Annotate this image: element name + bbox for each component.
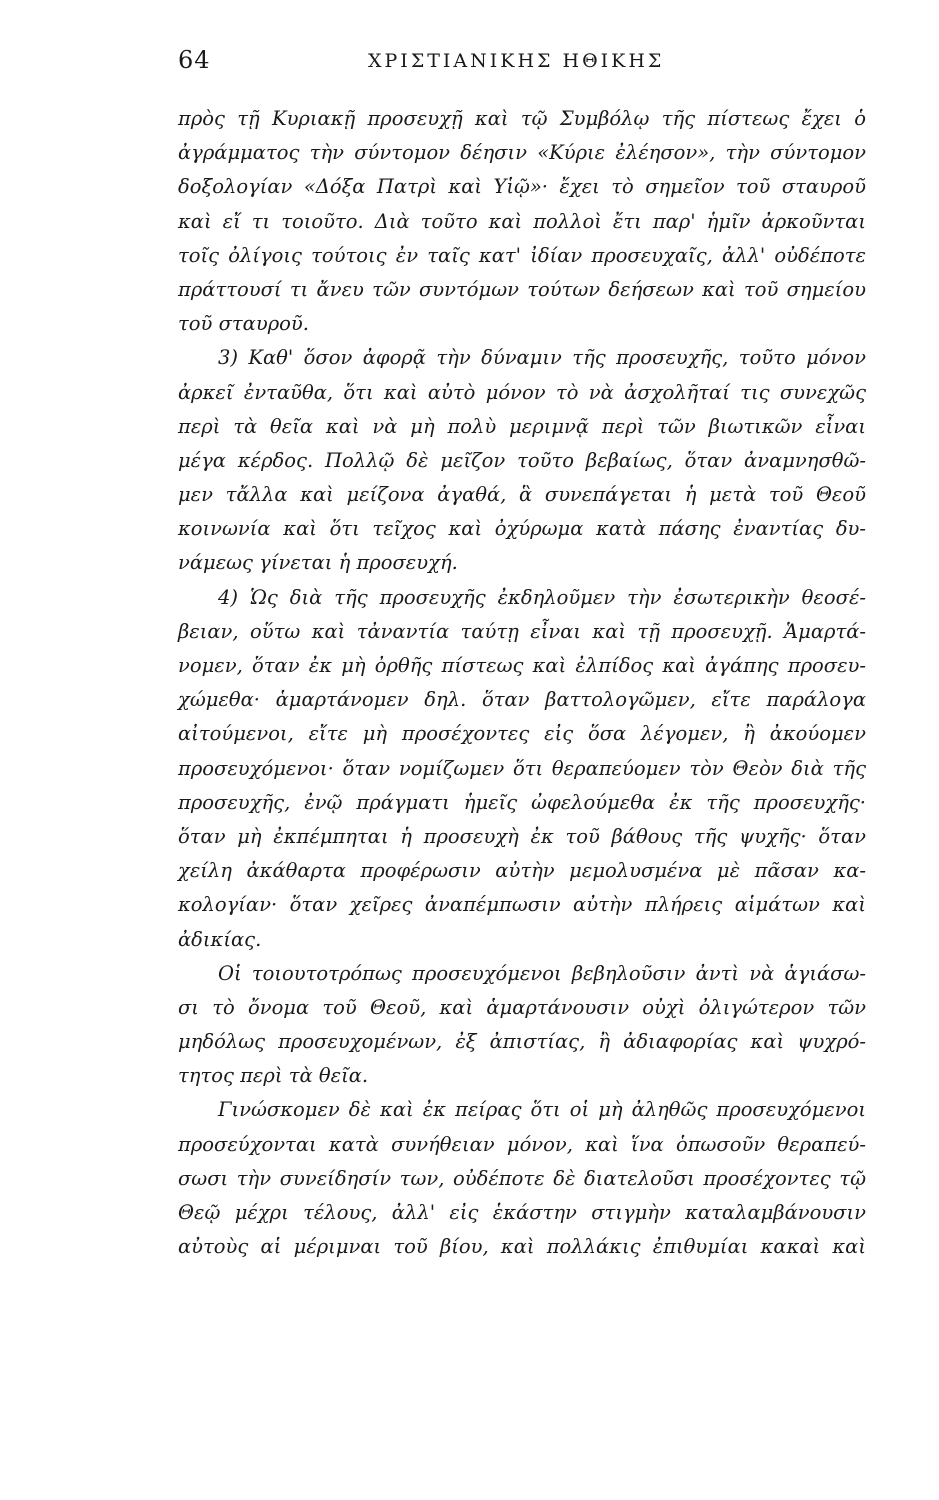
text-line: προσεύχονται κατὰ συνήθειαν μόνον, καὶ ἵνα ὁπωσοῦν θεραπεύ- (178, 1132, 866, 1156)
text-line: σωσι τὴν συνείδησίν των, οὐδέποτε δὲ διατελοῦσι προσέχοντες τῷ (178, 1166, 866, 1190)
text-line: Γινώσκομεν δὲ καὶ ἐκ πείρας ὅτι οἱ μὴ ἀληθῶς προσευχόμενοι (218, 1098, 866, 1122)
page-number: 64 (178, 46, 211, 74)
page-header (178, 46, 866, 76)
text-line: 4) Ὡς διὰ τῆς προσευχῆς ἐκδηλοῦμεν τὴν ἐσωτερικὴν θεοσέ- (218, 585, 866, 609)
text-line: τητος περὶ τὰ θεῖα. (178, 1064, 369, 1088)
text-line: ἀγράμματος τὴν σύντομον δέησιν «Κύριε ἐλέησον», τὴν σύντομον (178, 141, 866, 165)
text-line: προσευχῆς, ἐνῷ πράγματι ἡμεῖς ὠφελούμεθα ἐκ τῆς προσευχῆς· (178, 790, 866, 814)
text-line: νομεν, ὅταν ἐκ μὴ ὀρθῆς πίστεως καὶ ἐλπίδος καὶ ἀγάπης προσευ- (178, 654, 866, 677)
text-line: ὅταν μὴ ἐκπέμπηται ἡ προσευχὴ ἐκ τοῦ βάθους τῆς ψυχῆς· ὅταν (178, 824, 866, 848)
text-line: τοῦ σταυροῦ. (178, 312, 309, 336)
text-line: χώμεθα· ἁμαρτάνομεν δηλ. ὅταν βαττολογῶμεν, εἴτε παράλογα (178, 688, 866, 712)
text-line: τοῖς ὀλίγοις τούτοις ἐν ταῖς κατ' ἰδίαν προσευχαῖς, ἀλλ' οὐδέποτε (178, 243, 866, 267)
text-line: προσευχόμενοι· ὅταν νομίζωμεν ὅτι θεραπεύομεν τὸν Θεὸν διὰ τῆς (178, 756, 866, 780)
text-line: δοξολογίαν «Δόξα Πατρὶ καὶ Υἱῷ»· ἔχει τὸ σημεῖον τοῦ σταυροῦ (178, 175, 866, 199)
body-text (178, 102, 866, 1264)
text-line: χείλη ἀκάθαρτα προφέρωσιν αὐτὴν μεμολυσμένα μὲ πᾶσαν κα- (178, 859, 866, 883)
text-line: ἀρκεῖ ἐνταῦθα, ὅτι καὶ αὐτὸ μόνον τὸ νὰ ἀσχολῆταί τις συνεχῶς (178, 380, 866, 404)
text-line: περὶ τὰ θεῖα καὶ νὰ μὴ πολὺ μεριμνᾷ περὶ τῶν βιωτικῶν εἶναι (178, 414, 866, 438)
text-line: καὶ εἴ τι τοιοῦτο. Διὰ τοῦτο καὶ πολλοὶ ἔτι παρ' ἡμῖν ἀρκοῦνται (178, 209, 866, 233)
text-line: Οἱ τοιουτοτρόπως προσευχόμενοι βεβηλοῦσιν ἀντὶ νὰ ἁγιάσω- (218, 961, 866, 985)
text-line: πρὸς τῇ Κυριακῇ προσευχῇ καὶ τῷ Συμβόλῳ τῆς πίστεως ἔχει ὁ (178, 107, 866, 130)
text-line: 3) Καθ' ὅσον ἀφορᾷ τὴν δύναμιν τῆς προσευχῆς, τοῦτο μόνον (218, 346, 866, 370)
text-line: ἀδικίας. (178, 927, 262, 951)
running-title: ΧΡΙΣΤΙΑΝΙΚΗΣ ΗΘΙΚΗΣ (368, 50, 665, 72)
text-line: αὐτοὺς αἱ μέριμναι τοῦ βίου, καὶ πολλάκις ἐπιθυμίαι κακαὶ καὶ (178, 1235, 866, 1259)
text-line: βειαν, οὕτω καὶ τἀναντία ταύτῃ εἶναι καὶ τῇ προσευχῇ. Ἁμαρτά- (178, 619, 866, 643)
text-line: μέγα κέρδος. Πολλῷ δὲ μεῖζον τοῦτο βεβαίως, ὅταν ἀναμνησθῶ- (178, 448, 866, 472)
text-line: κολογίαν· ὅταν χεῖρες ἀναπέμπωσιν αὐτὴν πλήρεις αἱμάτων καὶ (178, 893, 866, 917)
text-line: μεν τἄλλα καὶ μείζονα ἀγαθά, ἃ συνεπάγεται ἡ μετὰ τοῦ Θεοῦ (178, 483, 866, 507)
text-line: Θεῷ μέχρι τέλους, ἀλλ' εἰς ἑκάστην στιγμὴν καταλαμβάνουσιν (178, 1201, 866, 1224)
text-line: αἰτούμενοι, εἴτε μὴ προσέχοντες εἰς ὅσα λέγομεν, ἢ ἀκούομεν (178, 722, 866, 746)
text-line: σι τὸ ὄνομα τοῦ Θεοῦ, καὶ ἁμαρτάνουσιν οὐχὶ ὀλιγώτερον τῶν (178, 995, 866, 1019)
text-line: νάμεως γίνεται ἡ προσευχή. (178, 551, 458, 575)
text-line: κοινωνία καὶ ὅτι τεῖχος καὶ ὀχύρωμα κατὰ πάσης ἐναντίας δυ- (178, 517, 866, 541)
text-line: πράττουσί τι ἄνευ τῶν συντόμων τούτων δεήσεων καὶ τοῦ σημείου (178, 277, 866, 301)
text-line: μηδόλως προσευχομένων, ἐξ ἀπιστίας, ἢ ἀδιαφορίας καὶ ψυχρό- (178, 1030, 866, 1054)
